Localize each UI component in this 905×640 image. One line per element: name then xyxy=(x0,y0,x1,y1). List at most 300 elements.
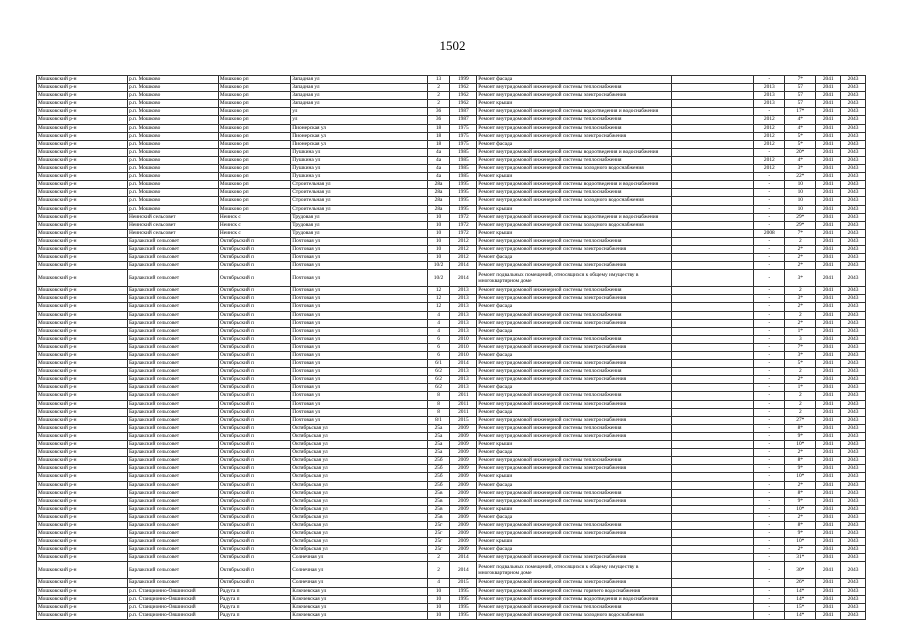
table-cell: 1995 xyxy=(450,205,477,213)
table-cell: 14* xyxy=(785,611,816,619)
table-cell: Барлакский сельсовет xyxy=(127,392,218,400)
table-cell: 9* xyxy=(785,465,816,473)
table-cell: 12 xyxy=(427,295,450,303)
table-cell: р.п. Станционно-Ояшинский xyxy=(127,595,218,603)
table-cell: 8* xyxy=(785,424,816,432)
table-row xyxy=(37,538,866,546)
table-cell: Мошковский р-н xyxy=(37,481,128,489)
table-cell xyxy=(671,595,754,603)
table-cell xyxy=(671,432,754,440)
table-cell: Мошковский р-н xyxy=(37,148,128,156)
table-cell: Октябрьский п xyxy=(218,481,290,489)
table-cell: Ремонт внутридомовой инженерной системы теплоснабжения xyxy=(477,84,671,92)
table-cell: 2043 xyxy=(841,245,866,253)
table-cell: 2043 xyxy=(841,303,866,311)
table-cell: Мошковский р-н xyxy=(37,400,128,408)
table-row xyxy=(37,473,866,481)
table-cell: 2043 xyxy=(841,156,866,164)
table-cell: Барлакский сельсовет xyxy=(127,245,218,253)
table-cell: ул xyxy=(291,116,427,124)
table-cell: Мошковский р-н xyxy=(37,579,128,587)
table-cell: 2043 xyxy=(841,237,866,245)
table-cell: 6/2 xyxy=(427,368,450,376)
table-cell: Мошковский р-н xyxy=(37,505,128,513)
table-cell: 2012 xyxy=(450,245,477,253)
table-cell: Мошковский р-н xyxy=(37,473,128,481)
table-cell: Ремонт внутридомовой инженерной системы теплоснабжения xyxy=(477,392,671,400)
table-cell: 20* xyxy=(785,148,816,156)
table-cell: - xyxy=(754,335,785,343)
table-cell: р.п. Мошково xyxy=(127,132,218,140)
table-cell: 8 xyxy=(427,400,450,408)
table-cell: Октябрьский п xyxy=(218,465,290,473)
table-cell: 1995 xyxy=(450,189,477,197)
table-cell xyxy=(671,295,754,303)
table-cell: 2043 xyxy=(841,562,866,579)
table-cell xyxy=(671,84,754,92)
table-cell: - xyxy=(754,343,785,351)
table-cell: Ремонт внутридомовой инженерной системы теплоснабжения xyxy=(477,116,671,124)
table-cell: 2041 xyxy=(816,303,841,311)
table-cell: - xyxy=(754,546,785,554)
table-cell: 2041 xyxy=(816,84,841,92)
table-cell: - xyxy=(754,319,785,327)
table-cell: 8 xyxy=(427,408,450,416)
table-cell xyxy=(671,327,754,335)
table-row xyxy=(37,148,866,156)
table-cell: 2009 xyxy=(450,505,477,513)
table-cell: Мошковский р-н xyxy=(37,546,128,554)
table-cell: Мошково рп xyxy=(218,132,290,140)
table-cell: 25в xyxy=(427,497,450,505)
table-cell: Неинск с xyxy=(218,221,290,229)
table-cell: 1987 xyxy=(450,108,477,116)
table-cell: Мошковский р-н xyxy=(37,603,128,611)
table-cell: 2041 xyxy=(816,270,841,287)
table-row xyxy=(37,360,866,368)
table-cell xyxy=(671,441,754,449)
table-cell: 2043 xyxy=(841,197,866,205)
table-cell: 1995 xyxy=(450,603,477,611)
table-cell xyxy=(671,513,754,521)
table-cell: 2041 xyxy=(816,116,841,124)
table-cell: 2041 xyxy=(816,165,841,173)
table-cell: Ремонт крыши xyxy=(477,229,671,237)
table-cell xyxy=(671,392,754,400)
table-cell: Ремонт внутридомовой инженерной системы электроснабжения xyxy=(477,416,671,424)
table-cell: Ремонт внутридомовой инженерной системы теплоснабжения xyxy=(477,424,671,432)
table-cell: 2 xyxy=(785,311,816,319)
table-cell: Неинский сельсовет xyxy=(127,221,218,229)
table-row xyxy=(37,295,866,303)
table-cell: 2041 xyxy=(816,108,841,116)
table-cell: Барлакский сельсовет xyxy=(127,521,218,529)
table-cell: Мошковский р-н xyxy=(37,611,128,619)
table-cell: - xyxy=(754,611,785,619)
table-cell: 2043 xyxy=(841,465,866,473)
table-cell xyxy=(671,270,754,287)
table-cell: 25г xyxy=(427,530,450,538)
table-cell: Ключевская ул xyxy=(291,603,427,611)
table-cell: 2041 xyxy=(816,132,841,140)
table-cell: 2009 xyxy=(450,432,477,440)
table-cell: - xyxy=(754,473,785,481)
table-cell: 2041 xyxy=(816,489,841,497)
table-cell: Западная ул xyxy=(291,76,427,84)
table-cell: р.п. Мошково xyxy=(127,197,218,205)
table-cell: 1975 xyxy=(450,124,477,132)
table-cell: 2043 xyxy=(841,262,866,270)
table-cell: Западная ул xyxy=(291,100,427,108)
table-cell: Радуга п xyxy=(218,603,290,611)
table-cell: 2 xyxy=(427,84,450,92)
table-cell: 29* xyxy=(785,213,816,221)
table-cell xyxy=(671,287,754,295)
table-cell: - xyxy=(754,254,785,262)
table-cell: Мошковский р-н xyxy=(37,368,128,376)
table-cell: 1995 xyxy=(450,611,477,619)
table-cell: 2041 xyxy=(816,360,841,368)
table-cell xyxy=(671,384,754,392)
table-cell: 2041 xyxy=(816,432,841,440)
table-cell: 3* xyxy=(785,165,816,173)
table-row xyxy=(37,603,866,611)
table-cell: 2043 xyxy=(841,521,866,529)
table-cell: Мошковский р-н xyxy=(37,140,128,148)
table-cell: Мошковский р-н xyxy=(37,237,128,245)
table-cell: Октябрьская ул xyxy=(291,497,427,505)
table-cell: Мошковский р-н xyxy=(37,132,128,140)
table-cell: 8/1 xyxy=(427,416,450,424)
table-cell: 2041 xyxy=(816,554,841,562)
table-cell: Мошковский р-н xyxy=(37,156,128,164)
table-cell: 2043 xyxy=(841,116,866,124)
table-cell: Мошковский р-н xyxy=(37,311,128,319)
table-cell: Барлакский сельсовет xyxy=(127,400,218,408)
table-cell: 2014 xyxy=(450,262,477,270)
table-row xyxy=(37,76,866,84)
table-cell: 25г xyxy=(427,538,450,546)
table-row xyxy=(37,384,866,392)
table-row xyxy=(37,432,866,440)
table-cell: 2043 xyxy=(841,384,866,392)
table-cell: 2043 xyxy=(841,140,866,148)
table-cell: Октябрьская ул xyxy=(291,465,427,473)
table-cell: Радуга п xyxy=(218,587,290,595)
table-cell: 28а xyxy=(427,197,450,205)
table-cell: Барлакский сельсовет xyxy=(127,295,218,303)
table-cell: 2011 xyxy=(450,408,477,416)
table-cell xyxy=(671,546,754,554)
table-row xyxy=(37,335,866,343)
table-cell xyxy=(671,579,754,587)
table-cell: Октябрьская ул xyxy=(291,457,427,465)
table-cell: 2041 xyxy=(816,229,841,237)
table-cell: - xyxy=(754,432,785,440)
table-cell: - xyxy=(754,245,785,253)
table-cell: 2041 xyxy=(816,124,841,132)
table-cell: Мошковский р-н xyxy=(37,76,128,84)
table-cell: Барлакский сельсовет xyxy=(127,327,218,335)
table-cell: Мошковский р-н xyxy=(37,449,128,457)
table-cell: Барлакский сельсовет xyxy=(127,505,218,513)
table-cell: Ремонт крыши xyxy=(477,505,671,513)
table-row xyxy=(37,319,866,327)
table-cell: 4а xyxy=(427,156,450,164)
table-cell: Мошковский р-н xyxy=(37,116,128,124)
table-cell: 2041 xyxy=(816,481,841,489)
table-cell: 2 xyxy=(785,287,816,295)
table-cell: 18 xyxy=(427,140,450,148)
table-cell: Почтовая ул xyxy=(291,408,427,416)
table-cell: 2043 xyxy=(841,352,866,360)
table-cell: р.п. Мошково xyxy=(127,108,218,116)
table-cell: Мошковский р-н xyxy=(37,538,128,546)
table-cell: 2009 xyxy=(450,546,477,554)
table-cell: 36 xyxy=(427,116,450,124)
table-cell: Строительная ул xyxy=(291,181,427,189)
table-cell xyxy=(671,100,754,108)
table-cell: Пионерская ул xyxy=(291,140,427,148)
table-row xyxy=(37,262,866,270)
table-cell: 25б xyxy=(427,473,450,481)
table-cell: 2009 xyxy=(450,441,477,449)
table-cell xyxy=(671,140,754,148)
table-row xyxy=(37,156,866,164)
table-cell: Мошковский р-н xyxy=(37,165,128,173)
table-cell: Почтовая ул xyxy=(291,376,427,384)
table-cell xyxy=(671,465,754,473)
table-cell: Почтовая ул xyxy=(291,262,427,270)
table-cell: Октябрьский п xyxy=(218,254,290,262)
table-cell: 12 xyxy=(427,287,450,295)
table-cell: 9* xyxy=(785,432,816,440)
table-cell: Октябрьская ул xyxy=(291,546,427,554)
table-cell: - xyxy=(754,205,785,213)
table-row xyxy=(37,92,866,100)
table-cell: 2013 xyxy=(754,92,785,100)
table-cell: 2011 xyxy=(450,400,477,408)
table-cell: 2043 xyxy=(841,124,866,132)
table-cell xyxy=(671,473,754,481)
table-cell: - xyxy=(754,295,785,303)
table-row xyxy=(37,546,866,554)
table-cell: 2041 xyxy=(816,457,841,465)
table-cell xyxy=(671,408,754,416)
table-cell: 2043 xyxy=(841,221,866,229)
table-cell: Ремонт внутридомовой инженерной системы электроснабжения xyxy=(477,554,671,562)
table-cell: 2041 xyxy=(816,205,841,213)
table-cell: Ремонт внутридомовой инженерной системы теплоснабжения xyxy=(477,489,671,497)
table-cell: Ремонт крыши xyxy=(477,173,671,181)
table-cell: Почтовая ул xyxy=(291,311,427,319)
table-cell: 2013 xyxy=(450,295,477,303)
table-cell xyxy=(671,530,754,538)
table-cell: Октябрьская ул xyxy=(291,505,427,513)
table-cell xyxy=(671,376,754,384)
table-row xyxy=(37,530,866,538)
table-cell: 10 xyxy=(427,221,450,229)
table-row xyxy=(37,303,866,311)
table-cell: 5* xyxy=(785,140,816,148)
table-cell: р.п. Мошково xyxy=(127,165,218,173)
table-cell: 10 xyxy=(427,229,450,237)
table-cell: 2043 xyxy=(841,513,866,521)
table-cell: Барлакский сельсовет xyxy=(127,441,218,449)
table-cell: 2041 xyxy=(816,595,841,603)
table-cell: Пушкина ул xyxy=(291,148,427,156)
table-cell: р.п. Мошково xyxy=(127,148,218,156)
table-row xyxy=(37,513,866,521)
table-cell: Барлакский сельсовет xyxy=(127,424,218,432)
table-row xyxy=(37,424,866,432)
table-cell: 10 xyxy=(427,603,450,611)
table-cell: Октябрьский п xyxy=(218,384,290,392)
table-cell: Пушкина ул xyxy=(291,173,427,181)
table-cell: Почтовая ул xyxy=(291,360,427,368)
table-cell: Ремонт внутридомовой инженерной системы электроснабжения xyxy=(477,295,671,303)
table-cell: 2043 xyxy=(841,376,866,384)
table-cell: - xyxy=(754,465,785,473)
table-cell: 4 xyxy=(427,579,450,587)
table-cell: Барлакский сельсовет xyxy=(127,368,218,376)
table-cell: 5* xyxy=(785,132,816,140)
table-cell xyxy=(671,335,754,343)
table-cell: Почтовая ул xyxy=(291,245,427,253)
table-cell: Барлакский сельсовет xyxy=(127,579,218,587)
table-cell: Мошковский р-н xyxy=(37,554,128,562)
table-cell: 2009 xyxy=(450,513,477,521)
table-cell: 4* xyxy=(785,124,816,132)
table-cell: 2043 xyxy=(841,343,866,351)
table-cell: 2043 xyxy=(841,481,866,489)
table-cell: 1985 xyxy=(450,165,477,173)
table-cell xyxy=(671,189,754,197)
table-cell: 2041 xyxy=(816,384,841,392)
table-cell xyxy=(671,156,754,164)
table-cell: 8* xyxy=(785,521,816,529)
table-cell: 2041 xyxy=(816,181,841,189)
table-cell: Мошковский р-н xyxy=(37,416,128,424)
table-cell: Октябрьский п xyxy=(218,538,290,546)
table-cell: Барлакский сельсовет xyxy=(127,513,218,521)
table-cell: Мошковский р-н xyxy=(37,108,128,116)
table-cell: 2009 xyxy=(450,424,477,432)
table-cell: 2009 xyxy=(450,449,477,457)
table-row xyxy=(37,229,866,237)
table-cell: Барлакский сельсовет xyxy=(127,384,218,392)
table-cell: Октябрьский п xyxy=(218,400,290,408)
table-cell: Мошковский р-н xyxy=(37,327,128,335)
table-cell: 1975 xyxy=(450,132,477,140)
table-cell: 2043 xyxy=(841,554,866,562)
table-cell: 10 xyxy=(427,237,450,245)
table-cell xyxy=(671,92,754,100)
table-cell: Ремонт внутридомовой инженерной системы водоотведения и водоснабжения xyxy=(477,181,671,189)
table-cell: 6 xyxy=(427,343,450,351)
table-cell xyxy=(671,221,754,229)
table-cell: 2* xyxy=(785,481,816,489)
table-cell: 25в xyxy=(427,513,450,521)
table-cell: 2010 xyxy=(450,335,477,343)
table-cell: Мошковский р-н xyxy=(37,205,128,213)
table-cell: Почтовая ул xyxy=(291,384,427,392)
table-cell: р.п. Мошково xyxy=(127,181,218,189)
table-cell: 2008 xyxy=(754,229,785,237)
table-cell: 2043 xyxy=(841,229,866,237)
table-cell: Октябрьский п xyxy=(218,295,290,303)
table-cell: - xyxy=(754,424,785,432)
table-row xyxy=(37,108,866,116)
table-cell: 2 xyxy=(785,237,816,245)
table-cell: 10 xyxy=(427,587,450,595)
table-cell xyxy=(671,108,754,116)
table-cell: Ремонт фасада xyxy=(477,384,671,392)
table-cell: 2041 xyxy=(816,587,841,595)
table-cell: Мошково рп xyxy=(218,124,290,132)
table-cell: - xyxy=(754,505,785,513)
table-row xyxy=(37,441,866,449)
table-cell: - xyxy=(754,513,785,521)
table-row xyxy=(37,352,866,360)
table-cell: 4 xyxy=(427,311,450,319)
table-cell: 2013 xyxy=(450,376,477,384)
table-cell: Неинск с xyxy=(218,229,290,237)
table-cell: Октябрьский п xyxy=(218,554,290,562)
table-cell: 2010 xyxy=(450,352,477,360)
table-row xyxy=(37,173,866,181)
table-cell: 3* xyxy=(785,270,816,287)
table-cell: 2041 xyxy=(816,335,841,343)
table-cell xyxy=(671,181,754,189)
table-cell: 7* xyxy=(785,229,816,237)
table-cell: Мошковский р-н xyxy=(37,457,128,465)
table-cell: 2043 xyxy=(841,424,866,432)
table-cell: Октябрьская ул xyxy=(291,489,427,497)
table-cell: 14* xyxy=(785,595,816,603)
table-cell: - xyxy=(754,181,785,189)
table-cell: Ремонт внутридомовой инженерной системы водоотведения и водоснабжения xyxy=(477,148,671,156)
table-cell: Октябрьский п xyxy=(218,343,290,351)
table-cell: - xyxy=(754,562,785,579)
table-cell: Ремонт внутридомовой инженерной системы теплоснабжения xyxy=(477,189,671,197)
table-cell: Мошковский р-н xyxy=(37,441,128,449)
table-cell: 5* xyxy=(785,360,816,368)
table-cell: Ремонт внутридомовой инженерной системы электроснабжения xyxy=(477,432,671,440)
table-cell: Ремонт крыши xyxy=(477,538,671,546)
table-cell: 2014 xyxy=(450,554,477,562)
table-cell: Мошково рп xyxy=(218,92,290,100)
table-cell: Октябрьская ул xyxy=(291,521,427,529)
table-cell: Октябрьский п xyxy=(218,352,290,360)
table-cell: 2041 xyxy=(816,473,841,481)
table-row xyxy=(37,205,866,213)
table-cell: 2012 xyxy=(754,124,785,132)
table-cell: 3* xyxy=(785,295,816,303)
table-cell: Ремонт внутридомовой инженерной системы электроснабжения xyxy=(477,262,671,270)
table-cell xyxy=(671,554,754,562)
table-cell: Октябрьский п xyxy=(218,360,290,368)
table-row xyxy=(37,489,866,497)
table-cell: - xyxy=(754,384,785,392)
table-row xyxy=(37,368,866,376)
table-cell: - xyxy=(754,173,785,181)
table-cell: 6/1 xyxy=(427,360,450,368)
table-cell xyxy=(671,319,754,327)
table-cell: 2043 xyxy=(841,392,866,400)
table-cell: Ремонт внутридомовой инженерной системы электроснабжения xyxy=(477,132,671,140)
table-cell: 2043 xyxy=(841,360,866,368)
